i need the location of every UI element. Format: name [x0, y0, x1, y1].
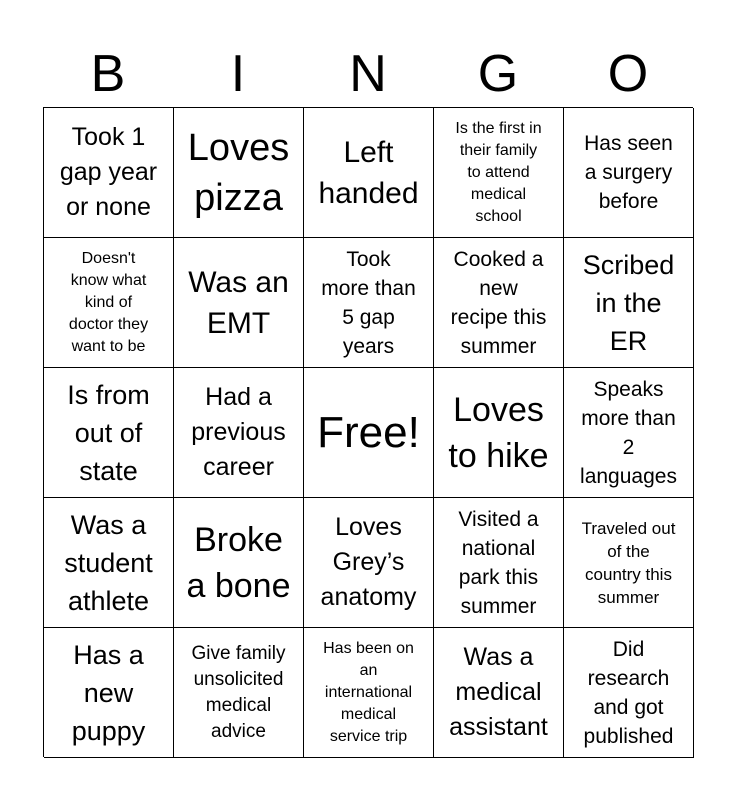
- cell-text: Did research and got published: [583, 637, 674, 748]
- bingo-cell[interactable]: [174, 108, 304, 238]
- bingo-cell[interactable]: [304, 238, 434, 368]
- cell-text: Is from out of state: [67, 379, 150, 486]
- cell-text: Broke a bone: [186, 520, 291, 605]
- bingo-cell[interactable]: [434, 368, 564, 498]
- cell-text: Doesn't know what kind of doctor they want to be: [68, 249, 149, 355]
- bingo-cell[interactable]: [44, 368, 174, 498]
- cell-text: Scribed in the ER: [582, 249, 675, 356]
- bingo-cell[interactable]: [174, 498, 304, 628]
- cell-text: Loves pizza: [187, 126, 290, 219]
- bingo-cell[interactable]: [174, 368, 304, 498]
- cell-text: Has seen a surgery before: [584, 132, 673, 213]
- cell-text: Loves to hike: [448, 390, 549, 475]
- header-letter-n: N: [349, 45, 387, 103]
- cell-text: Was a student athlete: [64, 509, 153, 616]
- bingo-cell[interactable]: [44, 628, 174, 758]
- cell-text: Cooked a new recipe this summer: [450, 247, 547, 358]
- cell-text: Traveled out of the country this summer: [581, 518, 676, 607]
- cell-text: Speaks more than 2 languages: [580, 377, 677, 488]
- bingo-cell[interactable]: [44, 238, 174, 368]
- cell-text: Give family unsolicited medical advice: [191, 642, 286, 742]
- cell-text: Has a new puppy: [71, 639, 146, 746]
- bingo-cell[interactable]: [434, 498, 564, 628]
- cell-text: Was an EMT: [188, 265, 289, 340]
- cell-text: Is the first in their family to attend medical school: [455, 119, 542, 225]
- bingo-cell[interactable]: [434, 628, 564, 758]
- bingo-cell[interactable]: [564, 368, 694, 498]
- cell-text: Free!: [317, 407, 420, 457]
- cell-text: Visited a national park this summer: [458, 507, 539, 618]
- header-letter-o: O: [607, 45, 649, 103]
- free-space[interactable]: [304, 368, 434, 498]
- cell-text: Was a medical assistant: [449, 643, 548, 741]
- bingo-cell[interactable]: [434, 238, 564, 368]
- bingo-cell[interactable]: [44, 108, 174, 238]
- bingo-cell[interactable]: [564, 498, 694, 628]
- bingo-header: [43, 44, 693, 104]
- bingo-cell[interactable]: [564, 628, 694, 758]
- cell-text: Took more than 5 gap years: [321, 247, 416, 358]
- header-letter-b: B: [90, 45, 126, 103]
- bingo-cell[interactable]: [174, 628, 304, 758]
- cell-text: Took 1 gap year or none: [59, 123, 158, 221]
- bingo-cell[interactable]: [304, 108, 434, 238]
- cell-text: Had a previous career: [191, 383, 286, 481]
- cell-text: Left handed: [318, 135, 419, 210]
- bingo-cell[interactable]: [44, 498, 174, 628]
- header-letter-g: G: [477, 45, 519, 103]
- bingo-board: [43, 107, 693, 757]
- bingo-cell[interactable]: [564, 238, 694, 368]
- bingo-cell[interactable]: [434, 108, 564, 238]
- header-letter-i: I: [230, 45, 246, 103]
- bingo-cell[interactable]: [174, 238, 304, 368]
- cell-text: Has been on an international medical service trip: [323, 639, 414, 745]
- bingo-cell[interactable]: [304, 628, 434, 758]
- bingo-cell[interactable]: [564, 108, 694, 238]
- bingo-cell[interactable]: [304, 498, 434, 628]
- cell-text: Loves Grey’s anatomy: [320, 513, 417, 611]
